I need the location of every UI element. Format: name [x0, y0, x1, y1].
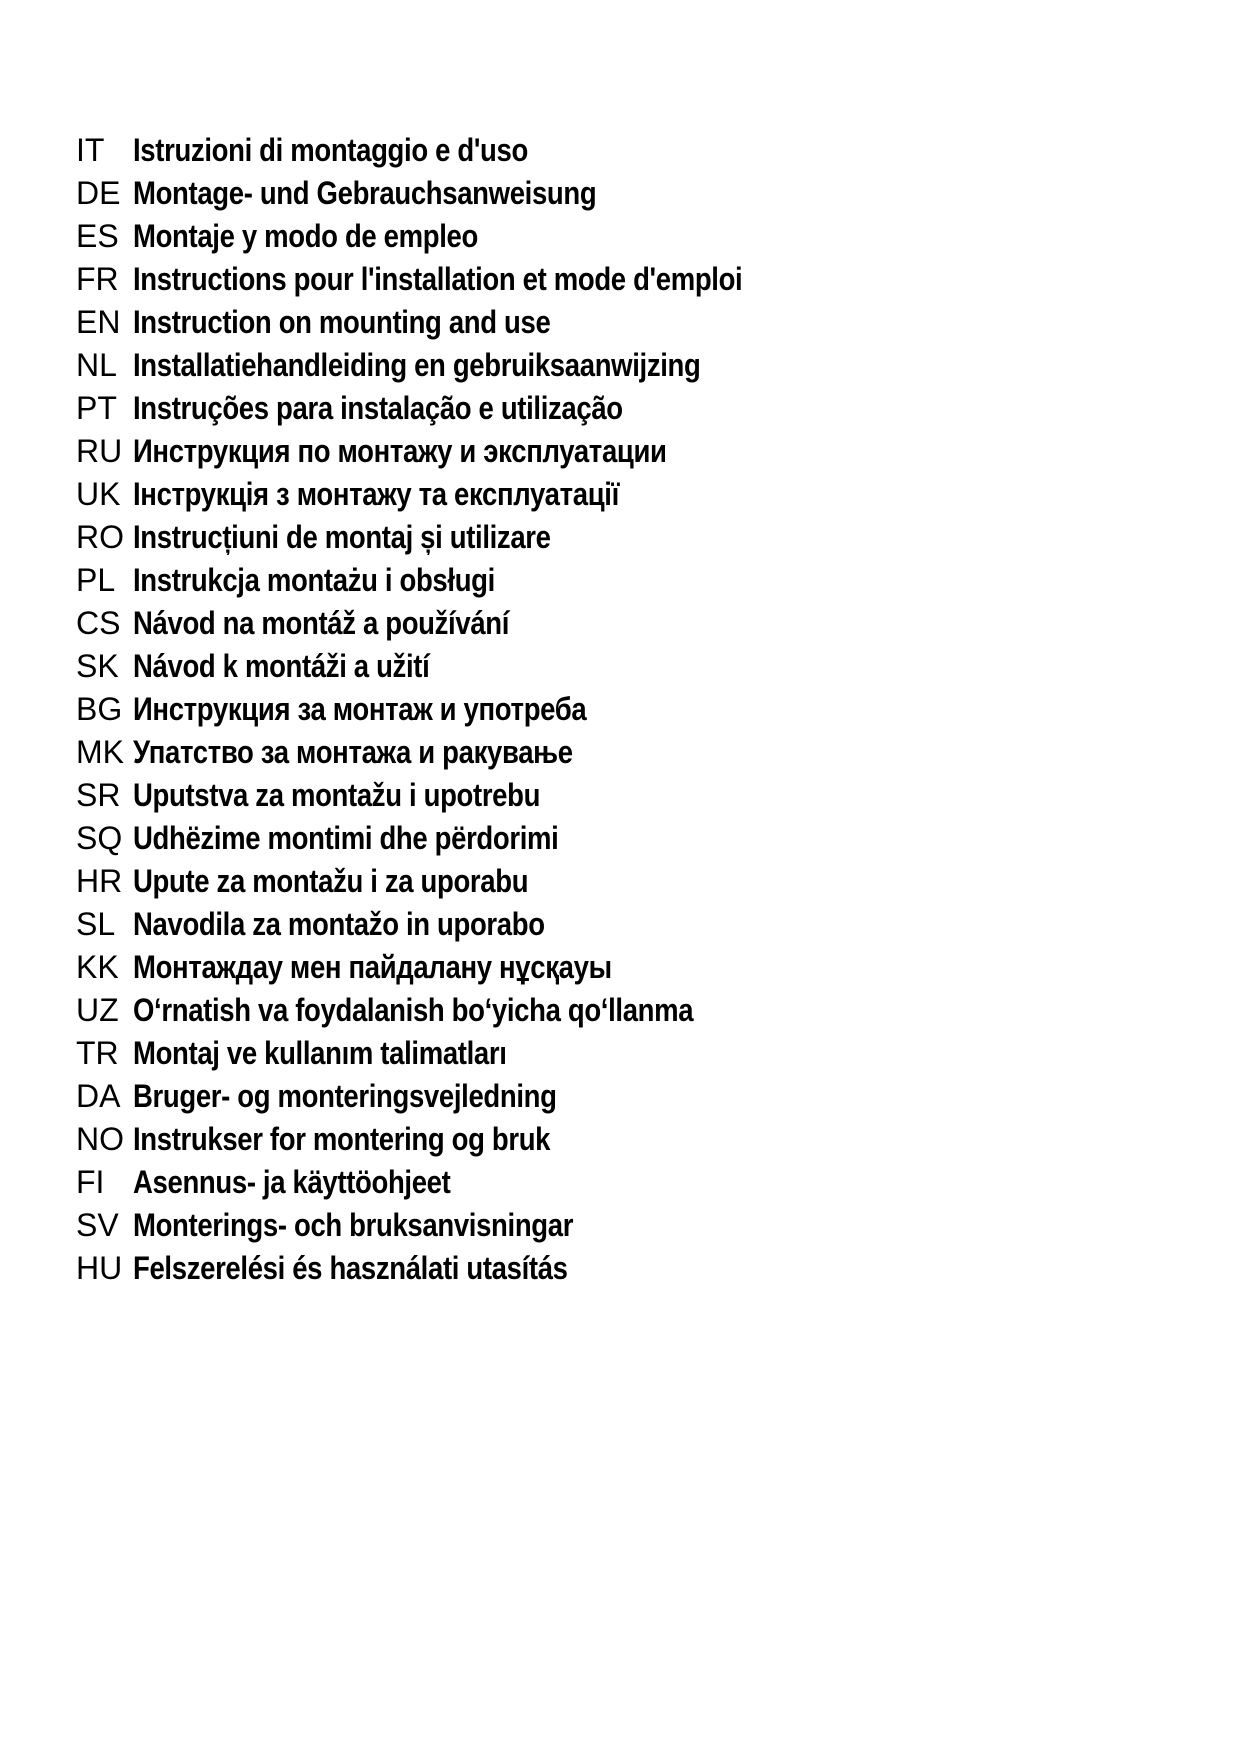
language-title: Instruções para instalação e utilização	[133, 390, 623, 426]
language-row-tr	[76, 1032, 842, 1075]
language-title: Instrukser for montering og bruk	[133, 1121, 551, 1157]
language-code: SR	[76, 777, 121, 813]
language-row-uz	[76, 989, 842, 1032]
language-title: Uputstva za montažu i upotrebu	[133, 777, 541, 813]
language-code: SV	[76, 1207, 119, 1243]
language-code: PL	[76, 562, 116, 598]
language-row-ru	[76, 430, 842, 473]
language-code: TR	[76, 1035, 119, 1071]
language-row-es	[76, 215, 842, 258]
language-code: FR	[76, 261, 119, 297]
language-title: O‘rnatish va foydalanish bo‘yicha qo‘llanma	[133, 992, 694, 1028]
language-code: EN	[76, 304, 121, 340]
language-row-sl	[76, 903, 842, 946]
language-title: Инструкция по монтажу и эксплуатации	[133, 433, 667, 469]
language-list	[76, 129, 842, 1290]
language-row-da	[76, 1075, 842, 1118]
language-code: MK	[76, 734, 124, 770]
language-title: Instrukcja montażu i obsługi	[133, 562, 495, 598]
language-row-sv	[76, 1204, 842, 1247]
language-title: Installatiehandleiding en gebruiksaanwijzing	[133, 347, 701, 383]
language-code: SK	[76, 648, 119, 684]
language-title: Montaje y modo de empleo	[133, 218, 478, 254]
language-code: ES	[76, 218, 119, 254]
language-title: Bruger- og monteringsvejledning	[133, 1078, 557, 1114]
language-title: Upute za montažu i za uporabu	[133, 863, 529, 899]
language-code: KK	[76, 949, 119, 985]
language-row-fr	[76, 258, 842, 301]
language-title: Návod na montáž a používání	[133, 605, 510, 641]
language-row-pl	[76, 559, 842, 602]
language-title: Instructions pour l'installation et mode d'emploi	[133, 261, 743, 297]
language-row-it	[76, 129, 842, 172]
language-code: BG	[76, 691, 123, 727]
language-code: SL	[76, 906, 116, 942]
language-title: Navodila za montažo in uporabo	[133, 906, 545, 942]
language-row-sr	[76, 774, 842, 817]
language-row-nl	[76, 344, 842, 387]
language-title: Instruction on mounting and use	[133, 304, 551, 340]
language-row-de	[76, 172, 842, 215]
language-code: FI	[76, 1164, 105, 1200]
language-title: Инструкция за монтаж и употреба	[133, 691, 587, 727]
language-row-bg	[76, 688, 842, 731]
language-title: Udhëzime montimi dhe përdorimi	[133, 820, 559, 856]
language-code: PT	[76, 390, 117, 426]
language-code: RU	[76, 433, 123, 469]
language-row-hu	[76, 1247, 842, 1290]
language-row-pt	[76, 387, 842, 430]
language-title: Монтаждау мен пайдалану нұсқауы	[133, 949, 612, 985]
language-title: Упатство за монтажа и ракување	[133, 734, 573, 770]
language-row-ro	[76, 516, 842, 559]
language-title: Інструкція з монтажу та експлуатації	[133, 476, 619, 512]
language-row-cs	[76, 602, 842, 645]
language-code: NO	[76, 1121, 124, 1157]
language-code: HU	[76, 1250, 123, 1286]
language-row-kk	[76, 946, 842, 989]
language-row-mk	[76, 731, 842, 774]
language-title: Instrucțiuni de montaj și utilizare	[133, 519, 551, 555]
language-code: CS	[76, 605, 121, 641]
language-row-sq	[76, 817, 842, 860]
language-code: SQ	[76, 820, 123, 856]
language-row-uk	[76, 473, 842, 516]
language-code: IT	[76, 132, 105, 168]
language-title: Montage- und Gebrauchsanweisung	[133, 175, 597, 211]
language-title: Istruzioni di montaggio e d'uso	[133, 132, 528, 168]
language-title: Asennus- ja käyttöohjeet	[133, 1164, 451, 1200]
language-row-hr	[76, 860, 842, 903]
language-row-en	[76, 301, 842, 344]
language-title: Felszerelési és használati utasítás	[133, 1250, 568, 1286]
language-code: DE	[76, 175, 121, 211]
language-code: RO	[76, 519, 124, 555]
language-code: DA	[76, 1078, 121, 1114]
language-code: UK	[76, 476, 121, 512]
language-code: HR	[76, 863, 123, 899]
language-code: NL	[76, 347, 117, 383]
language-code: UZ	[76, 992, 119, 1028]
language-title: Montaj ve kullanım talimatları	[133, 1035, 507, 1071]
language-row-no	[76, 1118, 842, 1161]
language-row-sk	[76, 645, 842, 688]
language-title: Návod k montáži a užití	[133, 648, 430, 684]
language-row-fi	[76, 1161, 842, 1204]
language-title: Monterings- och bruksanvisningar	[133, 1207, 574, 1243]
